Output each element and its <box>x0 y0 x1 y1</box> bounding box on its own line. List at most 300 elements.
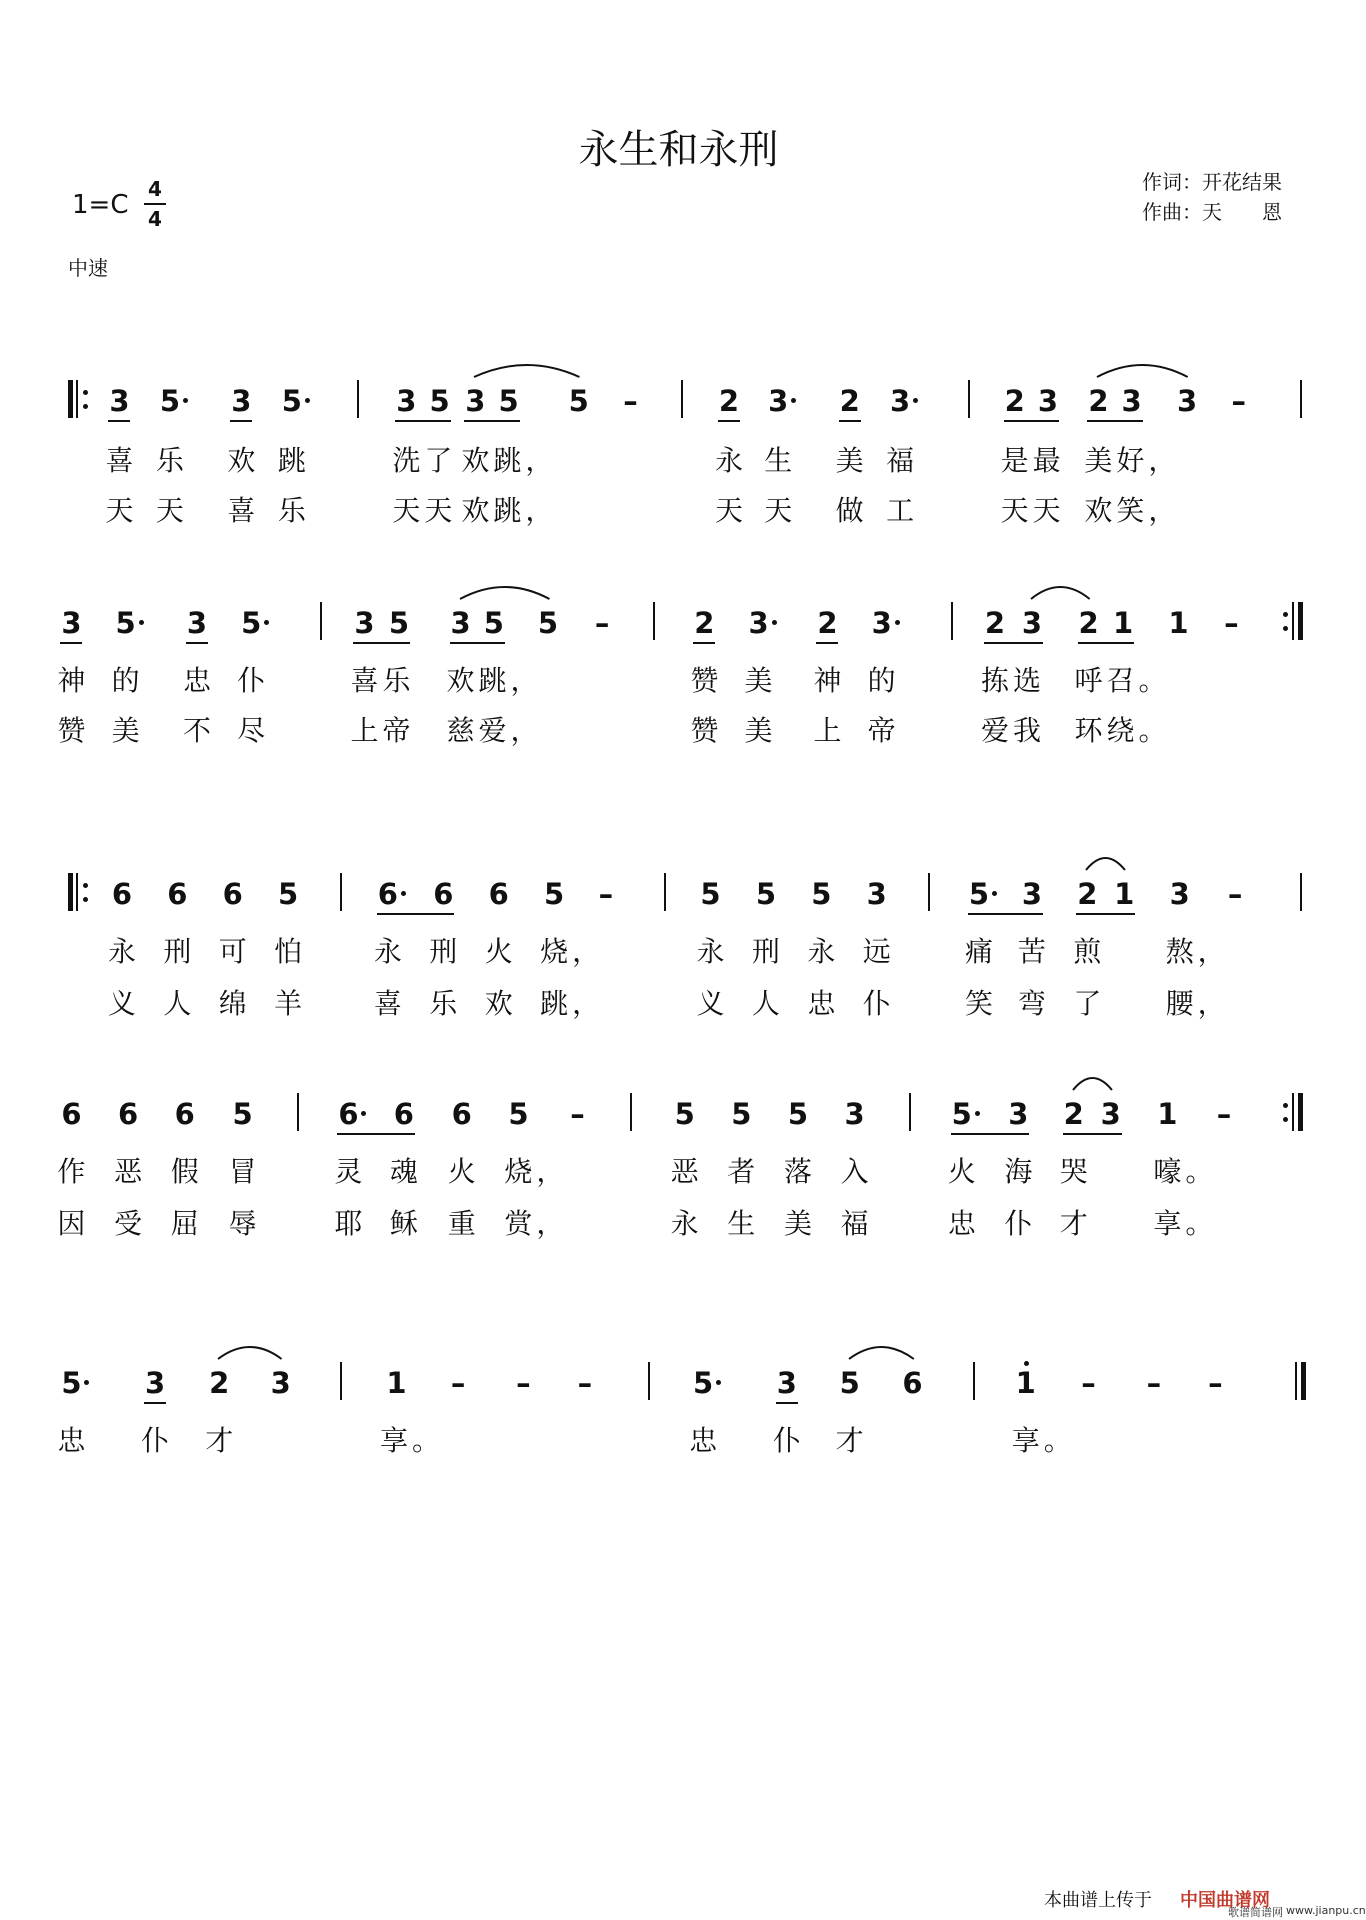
lyric-verse-2: 上帝 <box>350 714 415 748</box>
note: 6 <box>117 1097 139 1132</box>
lyric-verse-2: 欢跳， <box>461 494 558 528</box>
lyric-verse-2: 福 <box>840 1207 869 1240</box>
lyric-verse-1: 赞 <box>690 663 719 697</box>
eighth-underline <box>1078 642 1134 644</box>
barline <box>909 1093 911 1131</box>
lyric-verse-1: 痛 <box>964 934 993 968</box>
note: 3 <box>231 384 252 419</box>
lyric-verse-1: 仆 <box>237 663 266 697</box>
repeat-dot <box>1283 626 1288 631</box>
eighth-underline <box>816 642 838 644</box>
time-sig-top: 4 <box>148 177 162 201</box>
note: 3 <box>61 606 82 641</box>
lyric-verse-2: 人 <box>751 986 780 1020</box>
barline <box>1300 873 1302 911</box>
repeat-dot <box>83 390 88 395</box>
lyric-verse-2: 仆 <box>1004 1207 1033 1240</box>
note: 3 <box>1021 876 1042 911</box>
lyricist-credit: 作词：开花结果 <box>1142 170 1282 194</box>
note: 5 <box>693 1365 714 1400</box>
lyric-verse-2: 弯 <box>1017 986 1046 1020</box>
lyric-verse-2: 了 <box>1073 986 1102 1020</box>
key-signature: 1=C <box>72 190 129 220</box>
note: 5 <box>498 384 519 419</box>
note: 2 <box>817 606 838 641</box>
time-sig-bottom: 4 <box>148 207 162 231</box>
lyric-verse-1: 欢 <box>227 443 256 477</box>
lyric-verse-1: 美 <box>835 443 864 477</box>
note: 3 <box>1021 606 1042 641</box>
repeat-start-thick <box>68 380 73 418</box>
lyric-verse-2: 赏， <box>504 1207 569 1240</box>
note: 1 <box>386 1365 407 1400</box>
lyric-verse-2: 做 <box>835 494 864 528</box>
eighth-underline <box>1076 913 1135 915</box>
note: 6 <box>61 1097 82 1132</box>
note: 5 <box>839 1365 860 1400</box>
lyric-verse-2: 美 <box>744 714 773 748</box>
eighth-underline <box>144 1402 166 1404</box>
lyric-verse-2: 美 <box>783 1207 812 1240</box>
augmentation-dot <box>772 620 777 625</box>
note: 5 <box>811 876 832 911</box>
barline <box>1300 380 1302 418</box>
note: – <box>577 1365 593 1400</box>
repeat-start-thin <box>76 380 78 418</box>
lyric-verse-1: 假 <box>170 1155 199 1189</box>
lyric-verse-1: 忠 <box>183 663 212 697</box>
augmentation-dot <box>84 1380 89 1385</box>
note: – <box>598 876 614 911</box>
footer-site-url: www.jianpu.cn <box>1286 1904 1366 1917</box>
note: 2 <box>1063 1097 1084 1132</box>
augmentation-dot <box>975 1111 980 1116</box>
eighth-underline <box>776 1402 798 1404</box>
augmentation-dot <box>716 1380 721 1385</box>
eighth-underline <box>186 642 208 644</box>
lyric-verse-1: 作 <box>57 1155 86 1189</box>
lyric-verse-2: 绵 <box>218 986 247 1020</box>
note: 6 <box>222 876 243 911</box>
lyric-verse-2: 忠 <box>947 1207 976 1240</box>
lyric-verse-1: 烧， <box>504 1155 569 1189</box>
lyric-verse-1: 喜乐 <box>350 663 415 697</box>
eighth-underline <box>693 642 715 644</box>
lyric-verse-1: 火 <box>447 1155 476 1189</box>
lyric-verse-1: 洗了 <box>392 443 457 477</box>
eighth-underline <box>718 420 740 422</box>
lyric-verse-2: 尽 <box>237 714 266 748</box>
eighth-underline <box>968 913 1043 915</box>
lyric-verse-1: 是最 <box>1000 443 1065 477</box>
lyric-verse-2: 重 <box>447 1207 476 1240</box>
note: 3 <box>776 1365 797 1400</box>
lyric-verse-1: 忠 <box>57 1423 86 1457</box>
note: 5 <box>483 606 504 641</box>
lyric-verse-1: 的 <box>867 663 896 697</box>
augmentation-dot <box>139 620 144 625</box>
augmentation-dot <box>305 398 310 403</box>
lyric-verse-2: 笑 <box>964 986 993 1020</box>
lyric-verse-2: 乐 <box>429 986 458 1020</box>
note: – <box>1081 1365 1096 1400</box>
note: 5 <box>159 384 181 419</box>
note: – <box>1231 384 1247 419</box>
note: 3 <box>844 1097 865 1132</box>
lyric-verse-2: 工 <box>886 494 915 528</box>
repeat-end-thick <box>1298 1093 1303 1131</box>
lyric-verse-1: 恶 <box>670 1155 699 1189</box>
tie-slur <box>1069 1070 1116 1094</box>
note: 5 <box>968 876 990 911</box>
lyric-verse-1: 喜 <box>105 443 134 477</box>
barline <box>340 873 342 911</box>
lyric-verse-2: 因 <box>57 1207 86 1240</box>
lyric-verse-2: 帝 <box>867 714 896 748</box>
barline <box>681 380 683 418</box>
barline <box>664 873 666 911</box>
barline <box>928 873 930 911</box>
lyric-verse-2: 人 <box>163 986 192 1020</box>
note: 2 <box>1077 876 1098 911</box>
lyric-verse-2: 天 <box>105 494 134 528</box>
lyric-verse-1: 怕 <box>274 934 303 968</box>
lyric-verse-2: 上 <box>813 714 842 748</box>
note: 3 <box>396 384 417 419</box>
lyric-verse-1: 生 <box>764 443 793 477</box>
note: 6 <box>174 1097 195 1132</box>
note: 5 <box>388 606 410 641</box>
note: 3 <box>1121 384 1142 419</box>
note: 3 <box>1176 384 1198 419</box>
barline <box>340 1362 342 1400</box>
note: 3 <box>866 876 887 911</box>
lyric-verse-1: 苦 <box>1017 934 1046 968</box>
repeat-end-thin <box>1292 1093 1294 1131</box>
eighth-underline <box>230 420 252 422</box>
lyric-verse-2: 爱我 <box>980 714 1045 748</box>
lyric-verse-1: 福 <box>886 443 915 477</box>
lyric-verse-1: 海 <box>1004 1155 1033 1189</box>
note: 5 <box>700 876 721 911</box>
note: 3 <box>748 606 769 641</box>
note: 3 <box>768 384 789 419</box>
note: 3 <box>1008 1097 1029 1132</box>
lyric-verse-2: 屈 <box>170 1207 199 1240</box>
lyric-verse-2: 美 <box>111 714 140 748</box>
note: 5 <box>755 876 777 911</box>
barline <box>951 602 953 640</box>
lyric-verse-2: 天 <box>155 494 184 528</box>
lyric-verse-1: 仆 <box>772 1423 801 1457</box>
lyric-verse-1: 拣选 <box>980 663 1045 697</box>
lyric-verse-1: 永 <box>714 443 743 477</box>
note: – <box>623 384 638 419</box>
lyric-verse-2: 享。 <box>1153 1207 1218 1240</box>
augmentation-dot <box>183 398 188 403</box>
lyric-verse-2: 稣 <box>389 1207 418 1240</box>
augmentation-dot <box>361 1111 366 1116</box>
lyric-verse-1: 入 <box>840 1155 869 1189</box>
footer-site-name: 歌谱简谱网 <box>1228 1906 1283 1919</box>
lyric-verse-1: 欢跳， <box>446 663 543 697</box>
repeat-dot <box>83 897 88 902</box>
tie-slur <box>845 1339 918 1363</box>
note: 1 <box>1157 1097 1178 1132</box>
barline <box>297 1093 299 1131</box>
lyric-verse-1: 熬， <box>1165 934 1230 968</box>
eighth-underline <box>1004 420 1059 422</box>
eighth-underline <box>839 420 861 422</box>
note: 5 <box>544 876 565 911</box>
eighth-underline <box>1087 420 1142 422</box>
lyric-verse-2: 不 <box>183 714 212 748</box>
note: 6 <box>433 876 454 911</box>
note: 5 <box>568 384 589 419</box>
lyric-verse-2: 天天 <box>1000 494 1065 528</box>
note: – <box>1227 876 1243 911</box>
repeat-start-thin <box>76 873 78 911</box>
eighth-underline <box>108 420 130 422</box>
lyric-verse-1: 冒 <box>228 1155 257 1189</box>
note: 3 <box>1037 384 1058 419</box>
note: 6 <box>338 1097 359 1132</box>
barline <box>973 1362 975 1400</box>
tie-slur <box>1093 357 1192 381</box>
lyric-verse-1: 永 <box>807 934 836 968</box>
note: 5 <box>787 1097 809 1132</box>
lyric-verse-1: 才 <box>205 1423 234 1457</box>
lyric-verse-1: 火 <box>484 934 513 968</box>
lyric-verse-2: 天 <box>764 494 793 528</box>
note: 3 <box>186 606 208 641</box>
note: – <box>450 1365 466 1400</box>
lyric-verse-2: 天 <box>714 494 743 528</box>
barline <box>648 1362 650 1400</box>
note: 2 <box>1088 384 1109 419</box>
lyric-verse-1: 恶 <box>114 1155 143 1189</box>
lyric-verse-1: 烧， <box>540 934 605 968</box>
lyric-verse-1: 跳 <box>277 443 306 477</box>
lyric-verse-2: 腰， <box>1165 986 1230 1020</box>
note: 5 <box>674 1097 695 1132</box>
lyric-verse-1: 才 <box>835 1423 864 1457</box>
tie-slur <box>1082 850 1129 874</box>
barline <box>320 602 322 640</box>
lyric-verse-2: 义 <box>696 986 725 1020</box>
repeat-end-thick <box>1298 602 1303 640</box>
note: 5 <box>232 1097 253 1132</box>
note: 1 <box>1168 606 1189 641</box>
note: 2 <box>1078 606 1099 641</box>
note: 5 <box>731 1097 752 1132</box>
note: – <box>516 1365 531 1400</box>
barline <box>630 1093 632 1131</box>
note: 6 <box>377 876 398 911</box>
lyric-verse-1: 可 <box>218 934 247 968</box>
repeat-dot <box>83 404 88 409</box>
lyric-verse-1: 远 <box>862 934 891 968</box>
note: 6 <box>902 1365 923 1400</box>
note: 2 <box>1004 384 1025 419</box>
tie-slur <box>456 579 553 603</box>
lyric-verse-2: 生 <box>727 1207 756 1240</box>
time-signature <box>144 176 166 232</box>
note: – <box>1146 1365 1162 1400</box>
lyric-verse-1: 享。 <box>380 1423 445 1457</box>
composer-credit: 作曲：天 恩 <box>1142 200 1282 224</box>
lyric-verse-1: 欢跳， <box>461 443 558 477</box>
repeat-end-thin <box>1292 602 1294 640</box>
note: 3 <box>890 384 911 419</box>
augmentation-dot <box>791 398 796 403</box>
note: 5 <box>951 1097 972 1132</box>
lyric-verse-2: 辱 <box>228 1207 257 1240</box>
note: – <box>1208 1365 1223 1400</box>
lyric-verse-2: 羊 <box>274 986 303 1020</box>
lyric-verse-1: 呼召。 <box>1074 663 1171 697</box>
lyric-verse-2: 才 <box>1059 1207 1088 1240</box>
note: 1 <box>1112 606 1134 641</box>
tie-slur <box>214 1339 286 1363</box>
high-octave-dot <box>1024 1361 1029 1366</box>
lyric-verse-1: 刑 <box>751 934 780 968</box>
note: – <box>570 1097 585 1132</box>
note: 3 <box>1100 1097 1121 1132</box>
note: 5 <box>281 384 302 419</box>
lyric-verse-1: 享。 <box>1011 1423 1076 1457</box>
lyric-verse-1: 煎 <box>1073 934 1102 968</box>
final-bar-thick <box>1301 1362 1306 1400</box>
lyric-verse-1: 永 <box>696 934 725 968</box>
barline <box>653 602 655 640</box>
note: 2 <box>839 384 860 419</box>
augmentation-dot <box>992 891 997 896</box>
note: 2 <box>984 606 1006 641</box>
footer-upload-text: 本曲谱上传于 <box>1044 1890 1152 1911</box>
note: 3 <box>1169 876 1190 911</box>
lyric-verse-1: 的 <box>111 663 140 697</box>
repeat-dot <box>1283 612 1288 617</box>
note: – <box>1216 1097 1232 1132</box>
lyric-verse-1: 刑 <box>429 934 458 968</box>
lyric-verse-1: 美 <box>744 663 773 697</box>
eighth-underline <box>984 642 1043 644</box>
augmentation-dot <box>401 891 406 896</box>
note: 1 <box>1015 1365 1036 1400</box>
lyric-verse-1: 忠 <box>689 1423 718 1457</box>
lyric-verse-2: 欢 <box>484 986 513 1020</box>
note: 5 <box>278 876 299 911</box>
lyric-verse-2: 喜 <box>373 986 402 1020</box>
lyric-verse-1: 永 <box>107 934 136 968</box>
note: 5 <box>429 384 450 419</box>
lyric-verse-1: 乐 <box>155 443 184 477</box>
note: 3 <box>109 384 130 419</box>
tie-slur <box>1027 579 1094 603</box>
lyric-verse-2: 受 <box>114 1207 143 1240</box>
lyric-verse-1: 火 <box>947 1155 976 1189</box>
lyric-verse-2: 慈爱， <box>446 714 543 748</box>
eighth-underline <box>337 1133 414 1135</box>
eighth-underline <box>60 642 82 644</box>
note: 5 <box>537 606 559 641</box>
lyric-verse-1: 仆 <box>141 1423 170 1457</box>
lyric-verse-2: 永 <box>670 1207 699 1240</box>
eighth-underline <box>450 642 505 644</box>
eighth-underline <box>464 420 519 422</box>
note: 5 <box>61 1365 82 1400</box>
lyric-verse-2: 喜 <box>227 494 256 528</box>
lyric-verse-2: 欢笑， <box>1084 494 1181 528</box>
note: 3 <box>145 1365 166 1400</box>
lyric-verse-2: 仆 <box>862 986 891 1020</box>
lyric-verse-1: 哭 <box>1059 1155 1088 1189</box>
eighth-underline <box>353 642 409 644</box>
note: 2 <box>718 384 740 419</box>
eighth-underline <box>1063 1133 1122 1135</box>
lyric-verse-2: 天天 <box>392 494 457 528</box>
note: 5 <box>241 606 262 641</box>
note: 6 <box>488 876 509 911</box>
note: 6 <box>111 876 132 911</box>
eighth-underline <box>951 1133 1030 1135</box>
lyric-verse-1: 落 <box>783 1155 812 1189</box>
note: 1 <box>1114 876 1135 911</box>
note: 3 <box>871 606 892 641</box>
repeat-dot <box>1283 1117 1288 1122</box>
lyric-verse-1: 灵 <box>334 1155 363 1189</box>
lyric-verse-2: 赞 <box>57 714 86 748</box>
lyric-verse-1: 神 <box>57 663 86 697</box>
lyric-verse-2: 赞 <box>690 714 719 748</box>
note: 5 <box>508 1097 529 1132</box>
lyric-verse-1: 魂 <box>389 1155 418 1189</box>
augmentation-dot <box>895 620 900 625</box>
note: 3 <box>270 1365 291 1400</box>
note: 2 <box>694 606 715 641</box>
barline <box>357 380 359 418</box>
lyric-verse-2: 耶 <box>334 1207 363 1240</box>
note: 3 <box>354 606 375 641</box>
tempo-marking: 中速 <box>68 256 108 280</box>
lyric-verse-1: 永 <box>373 934 402 968</box>
augmentation-dot <box>264 620 269 625</box>
note: – <box>1224 606 1239 641</box>
note: 6 <box>451 1097 472 1132</box>
eighth-underline <box>395 420 450 422</box>
note: 5 <box>115 606 136 641</box>
lyric-verse-1: 美好， <box>1084 443 1181 477</box>
note: 3 <box>465 384 486 419</box>
lyric-verse-2: 环绕。 <box>1074 714 1171 748</box>
repeat-dot <box>83 883 88 888</box>
page-title: 永生和永刑 <box>578 127 779 173</box>
note: – <box>594 606 610 641</box>
lyric-verse-2: 乐 <box>277 494 306 528</box>
lyric-verse-2: 义 <box>107 986 136 1020</box>
repeat-start-thick <box>68 873 73 911</box>
lyric-verse-2: 跳， <box>540 986 605 1020</box>
note: 2 <box>209 1365 230 1400</box>
lyric-verse-1: 者 <box>727 1155 756 1189</box>
footer-site-brand: 中国曲谱网 <box>1180 1890 1270 1911</box>
note: 6 <box>167 876 188 911</box>
note: 3 <box>450 606 471 641</box>
lyric-verse-2: 忠 <box>807 986 836 1020</box>
eighth-underline <box>377 913 454 915</box>
tie-slur <box>470 357 583 381</box>
